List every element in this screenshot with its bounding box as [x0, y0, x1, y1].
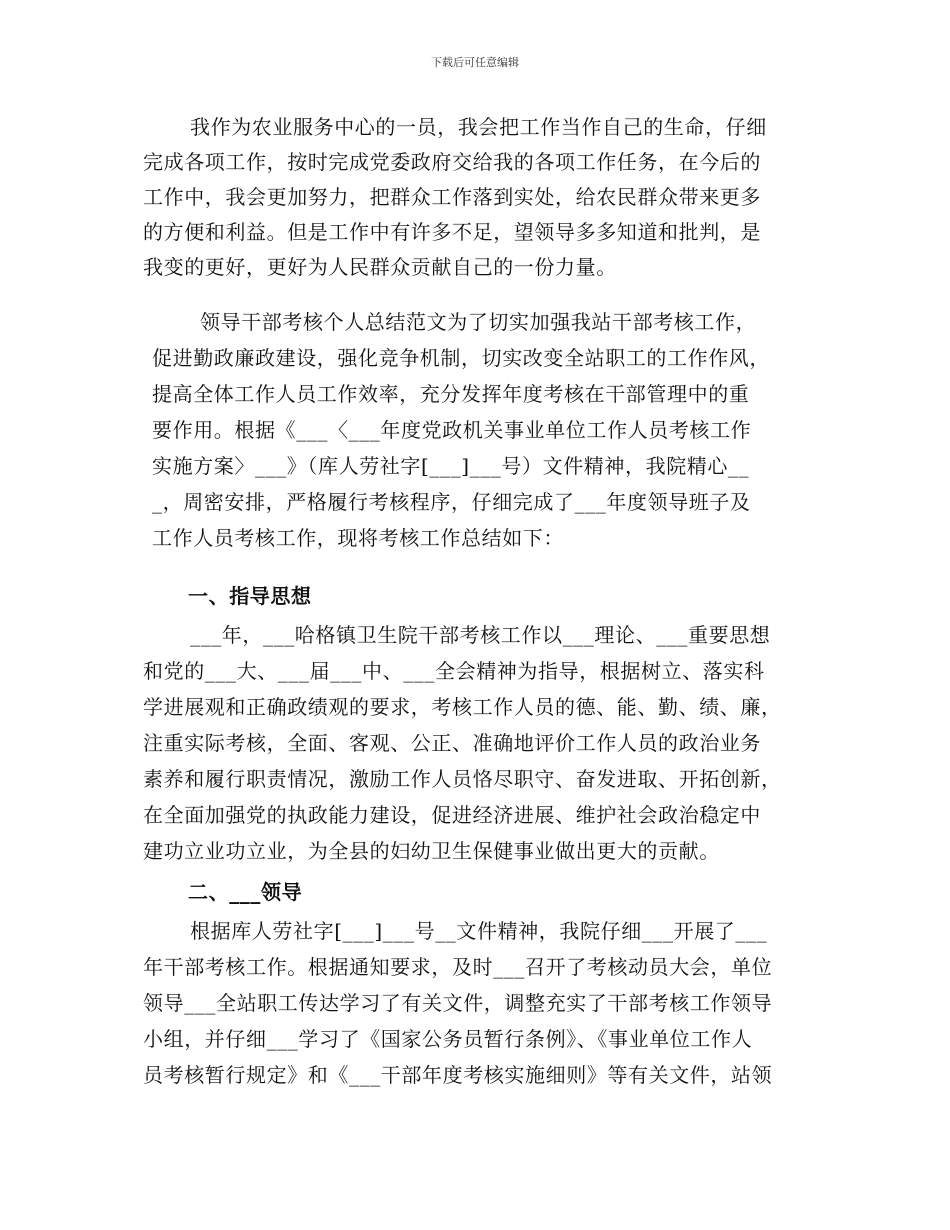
paragraph-line: 完成各项工作，按时完成党委政府交给我的各项工作任务，在今后的: [143, 150, 761, 174]
paragraph-line: 工作中，我会更加努力，把群众工作落到实处，给农民群众带来更多: [143, 185, 761, 209]
paragraph-line: 领导___全站职工传达学习了有关文件，调整充实了干部考核工作领导: [143, 991, 773, 1015]
paragraph-line: 领导干部考核个人总结范文为了切实加强我站干部考核工作，: [200, 310, 757, 334]
paragraph-line: 员考核暂行规定》和《___干部年度考核实施细则》等有关文件，站领: [143, 1063, 773, 1087]
paragraph-line: 注重实际考核，全面、客观、公正、准确地评价工作人员的政治业务: [143, 731, 761, 755]
paragraph-line: 和党的___大、___届___中、___全会精神为指导，根据树立、落实科: [143, 659, 765, 683]
paragraph-line: 实施方案〉___》（库人劳社字[___]___号）文件精神，我院精心__: [152, 454, 750, 478]
paragraph-line: 工作人员考核工作，现将考核工作总结如下：: [152, 526, 564, 550]
paragraph-line: 我变的更好，更好为人民群众贡献自己的一份力量。: [143, 255, 617, 279]
paragraph-line: 提高全体工作人员工作效率，充分发挥年度考核在干部管理中的重: [152, 382, 750, 406]
paragraph-line: 学进展观和正确政绩观的要求，考核工作人员的德、能、勤、绩、廉，: [143, 695, 782, 719]
paragraph-line: 年干部考核工作。根据通知要求，及时___召开了考核动员大会，单位: [143, 955, 773, 979]
paragraph-line: ___年，___哈格镇卫生院干部考核工作以___理论、___重要思想: [190, 623, 771, 647]
paragraph-line: 要作用。根据《___〈___年度党政机关事业单位工作人员考核工作: [152, 418, 752, 442]
paragraph-line: 素养和履行职责情况，激励工作人员恪尽职守、奋发进取、开拓创新，: [143, 767, 782, 791]
section-heading: 二、___领导: [188, 880, 303, 904]
paragraph-line: 我作为农业服务中心的一员，我会把工作当作自己的生命，仔细: [190, 115, 767, 139]
section-heading: 一、指导思想: [188, 584, 312, 608]
paragraph-line: 的方便和利益。但是工作中有许多不足，望领导多多知道和批判，是: [143, 220, 761, 244]
paragraph-line: _，周密安排，严格履行考核程序，仔细完成了___年度领导班子及: [152, 490, 751, 514]
paragraph-line: 促进勤政廉政建设，强化竞争机制，切实改变全站职工的工作作风，: [152, 346, 770, 370]
paragraph-line: 小组，并仔细___学习了《国家公务员暂行条例》、《事业单位工作人: [143, 1027, 753, 1051]
paragraph-line: 根据库人劳社字[___]___号__文件精神，我院仔细___开展了___: [190, 919, 768, 943]
paragraph-line: 在全面加强党的执政能力建设，促进经济进展、维护社会政治稳定中: [143, 803, 761, 827]
page-header: 下载后可任意编辑: [431, 56, 519, 69]
paragraph-line: 建功立业功立业，为全县的妇幼卫生保健事业做出更大的贡献。: [143, 839, 720, 863]
